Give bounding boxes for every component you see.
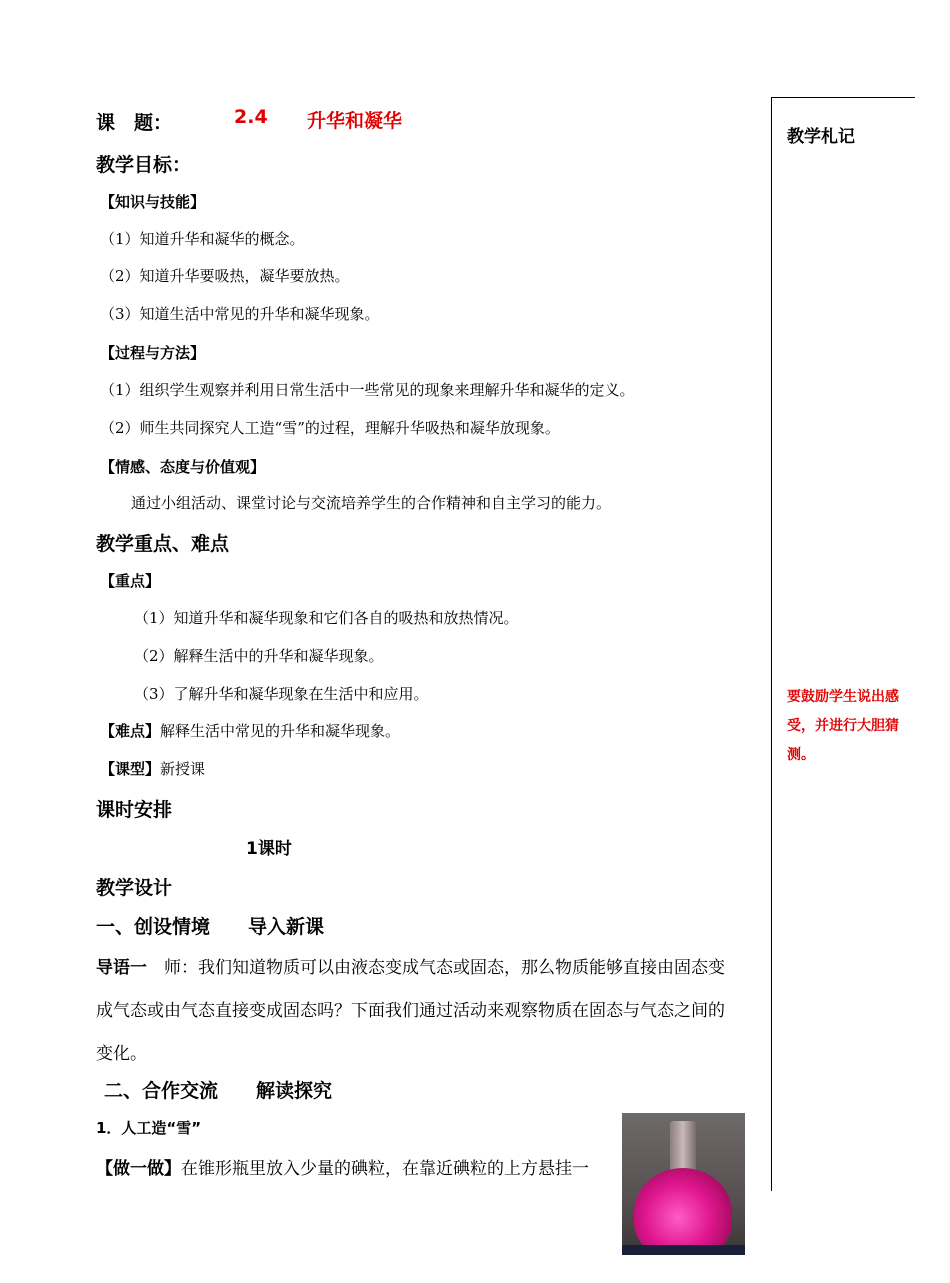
intro-text: 师：我们知道物质可以由液态变成气态或固态，那么物质能够直接由固态变 — [147, 958, 725, 978]
objectives-heading: 教学目标： — [96, 154, 192, 176]
schedule-heading: 课时安排 — [96, 799, 173, 821]
focus-item: （2）解释生活中的升华和凝华现象。 — [134, 647, 384, 665]
sidebar-top-rule — [771, 97, 915, 98]
type-text: 新授课 — [160, 760, 206, 778]
lesson-title: 升华和凝华 — [307, 110, 403, 132]
section-2-heading: 二、合作交流 解读探究 — [104, 1080, 333, 1102]
focus-item: （3）了解升华和凝华现象在生活中和应用。 — [134, 685, 429, 703]
lesson-number: 2.4 — [234, 106, 268, 128]
do-line — [96, 1154, 589, 1179]
process-heading: 【过程与方法】 — [100, 344, 206, 362]
knowledge-heading: 【知识与技能】 — [100, 193, 206, 211]
sidebar-title: 教学札记 — [787, 127, 855, 147]
focus-heading: 【重点】 — [100, 572, 161, 590]
intro-label: 导语一 — [96, 958, 147, 978]
knowledge-item: （3）知道生活中常见的升华和凝华现象。 — [100, 305, 380, 323]
process-item: （1）组织学生观察并利用日常生活中一些常见的现象来理解升华和凝华的定义。 — [100, 381, 635, 399]
intro-line: 变化。 — [96, 1044, 147, 1064]
intro-line: 成气态或由气态直接变成固态吗？下面我们通过活动来观察物质在固态与气态之间的 — [96, 1001, 725, 1021]
difficulty-line — [100, 720, 400, 741]
intro-line — [96, 953, 725, 978]
type-line — [100, 758, 205, 779]
keypoints-heading: 教学重点、难点 — [96, 533, 230, 555]
schedule-value: 1课时 — [246, 839, 292, 859]
emotion-heading: 【情感、态度与价值观】 — [100, 458, 266, 476]
iodine-flask-photo — [622, 1113, 745, 1255]
type-label: 【课型】 — [100, 760, 161, 778]
design-heading: 教学设计 — [96, 877, 173, 899]
lesson-label: 课 题： — [96, 112, 173, 134]
sidebar-divider — [771, 97, 772, 1191]
difficulty-text: 解释生活中常见的升华和凝华现象。 — [160, 722, 401, 740]
emotion-text: 通过小组活动、课堂讨论与交流培养学生的合作精神和自主学习的能力。 — [131, 494, 612, 512]
knowledge-item: （1）知道升华和凝华的概念。 — [100, 230, 305, 248]
item-1-heading: 1．人工造“雪” — [96, 1119, 202, 1137]
flask-bulb — [634, 1168, 732, 1255]
difficulty-label: 【难点】 — [100, 722, 161, 740]
flask-base — [622, 1245, 745, 1255]
sidebar-note-line: 受，并进行大胆猜 — [787, 718, 899, 734]
do-text: 在锥形瓶里放入少量的碘粒，在靠近碘粒的上方悬挂一 — [181, 1159, 589, 1179]
focus-item: （1）知道升华和凝华现象和它们各自的吸热和放热情况。 — [134, 609, 519, 627]
sidebar-note-line: 测。 — [787, 747, 815, 763]
knowledge-item: （2）知道升华要吸热，凝华要放热。 — [100, 267, 350, 285]
do-label: 【做一做】 — [96, 1159, 181, 1179]
section-1-heading: 一、创设情境 导入新课 — [96, 916, 325, 938]
process-item: （2）师生共同探究人工造“雪”的过程，理解升华吸热和凝华放现象。 — [100, 419, 560, 437]
sidebar-note-line: 要鼓励学生说出感 — [787, 689, 899, 705]
